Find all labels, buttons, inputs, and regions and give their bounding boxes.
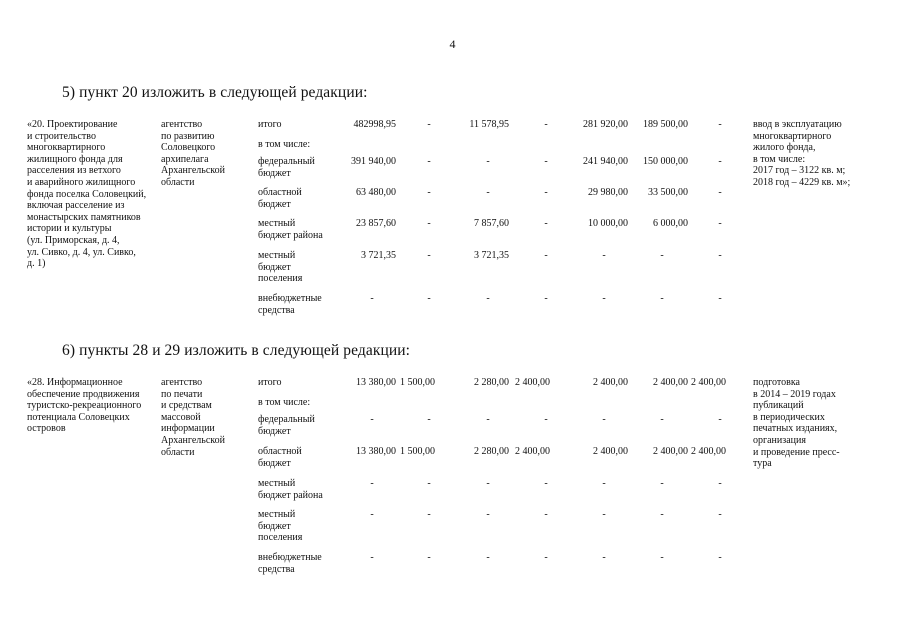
value-cell: - [544,250,548,261]
value-cell: - [427,509,431,520]
value-cell: - [544,509,548,520]
value-cell: - [486,187,490,198]
row-label: итого [258,119,282,130]
value-cell: - [718,250,722,261]
row-label: федеральный бюджет [258,414,315,437]
value-cell: - [718,187,722,198]
value-cell: 63 480,00 [356,187,396,198]
value-cell: 13 380,00 [356,446,396,457]
value-cell: - [718,414,722,425]
value-cell: 2 400,00 [691,446,726,457]
value-cell: - [718,156,722,167]
value-cell: 2 280,00 [474,446,509,457]
value-cell: - [544,156,548,167]
value-cell: 241 940,00 [583,156,628,167]
value-cell: 6 000,00 [653,218,688,229]
value-cell: - [370,414,374,425]
value-cell: 7 857,60 [474,218,509,229]
section-5-heading: 5) пункт 20 изложить в следующей редакции: [62,84,368,101]
value-cell: - [602,414,606,425]
value-cell: - [427,250,431,261]
value-cell: 33 500,00 [648,187,688,198]
value-cell: 2 400,00 [691,377,726,388]
value-cell: - [486,509,490,520]
value-cell: 1 500,00 [400,446,435,457]
value-cell: - [427,478,431,489]
value-cell: - [544,187,548,198]
section-6-executor: агентство по печати и средствам массовой информации Архангельской области [161,377,225,458]
value-cell: 2 280,00 [474,377,509,388]
row-label: федеральный бюджет [258,156,315,179]
value-cell: 13 380,00 [356,377,396,388]
row-label: местный бюджет района [258,218,323,241]
value-cell: 3 721,35 [474,250,509,261]
value-cell: - [602,509,606,520]
value-cell: - [544,414,548,425]
value-cell: - [427,218,431,229]
value-cell: - [660,293,664,304]
value-cell: - [486,414,490,425]
value-cell: 482998,95 [353,119,396,130]
value-cell: - [718,218,722,229]
value-cell: 3 721,35 [361,250,396,261]
value-cell: - [427,414,431,425]
value-cell: 2 400,00 [515,377,550,388]
value-cell: - [427,187,431,198]
row-label: итого [258,377,282,388]
row-label: местный бюджет поселения [258,250,303,285]
value-cell: 1 500,00 [400,377,435,388]
value-cell: - [718,552,722,563]
value-cell: - [718,119,722,130]
value-cell: 2 400,00 [653,446,688,457]
section-6-heading: 6) пункты 28 и 29 изложить в следующей редакции: [62,342,411,359]
value-cell: - [486,478,490,489]
value-cell: 10 000,00 [588,218,628,229]
value-cell: - [660,414,664,425]
row-label: областной бюджет [258,187,302,210]
section-6-result: подготовка в 2014 – 2019 годах публикаций в периодических печатных изданиях, организация и проведение пресс- тура [753,377,840,470]
value-cell: - [660,250,664,261]
value-cell: - [427,156,431,167]
value-cell: 281 920,00 [583,119,628,130]
value-cell: - [660,478,664,489]
value-cell: - [660,509,664,520]
value-cell: - [544,552,548,563]
value-cell: - [427,119,431,130]
value-cell: - [486,552,490,563]
value-cell: - [718,478,722,489]
row-label: внебюджетные средства [258,552,322,575]
row-label: внебюджетные средства [258,293,322,316]
value-cell: - [427,293,431,304]
value-cell: - [544,119,548,130]
value-cell: 189 500,00 [643,119,688,130]
value-cell: - [370,509,374,520]
value-cell: 23 857,60 [356,218,396,229]
value-cell: - [370,478,374,489]
section-6-measure-name: «28. Информационное обеспечение продвижения туристско-рекреационного потенциала Соловецких островов [27,377,142,435]
page-number: 4 [449,37,456,51]
row-label: местный бюджет поселения [258,509,303,544]
value-cell: 2 400,00 [515,446,550,457]
value-cell: 11 578,95 [469,119,509,130]
value-cell: - [370,552,374,563]
section-5-executor: агентство по развитию Соловецкого архипелага Архангельской области [161,119,225,188]
value-cell: - [427,552,431,563]
value-cell: - [660,552,664,563]
value-cell: - [602,478,606,489]
value-cell: 2 400,00 [653,377,688,388]
value-cell: - [370,293,374,304]
value-cell: 150 000,00 [643,156,688,167]
value-cell: - [718,509,722,520]
value-cell: - [602,293,606,304]
value-cell: - [486,156,490,167]
section-5-measure-name: «20. Проектирование и строительство многоквартирного жилищного фонда для расселения из ветхого и аварийного жилищного фонда поселка Соловецкий, включая расселение из монастырских памятников истории и культуры (ул. Приморская, д. 4, ул. Сивко, д. 4, ул. Сивко, д. 1) [27,119,147,270]
row-label: областной бюджет [258,446,302,469]
row-label: местный бюджет района [258,478,323,501]
value-cell: - [544,218,548,229]
value-cell: - [486,293,490,304]
value-cell: 391 940,00 [351,156,396,167]
value-cell: - [718,293,722,304]
value-cell: 29 980,00 [588,187,628,198]
value-cell: - [544,293,548,304]
value-cell: - [602,552,606,563]
value-cell: - [544,478,548,489]
row-label: в том числе: [258,139,311,150]
value-cell: 2 400,00 [593,446,628,457]
value-cell: - [602,250,606,261]
section-5-result: ввод в эксплуатацию многоквартирного жилого фонда, в том числе: 2017 год – 3122 кв. м; 2018 год – 4229 кв. м»; [753,119,851,188]
value-cell: 2 400,00 [593,377,628,388]
row-label: в том числе: [258,397,311,408]
